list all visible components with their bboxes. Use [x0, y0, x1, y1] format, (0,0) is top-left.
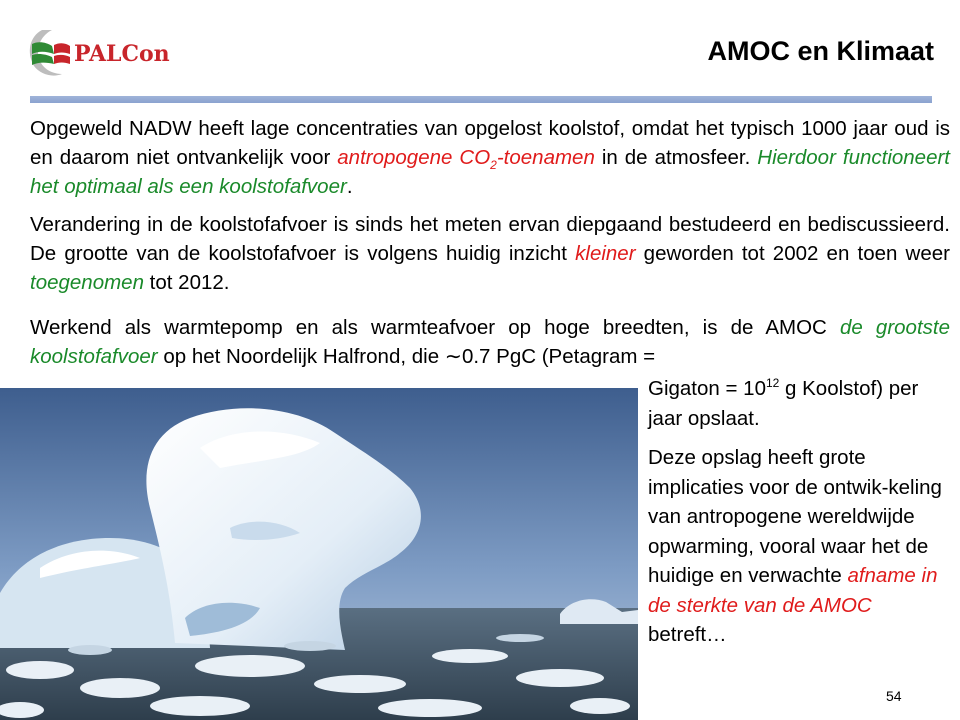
slide-title: AMOC en Klimaat [707, 36, 934, 66]
p1-text-c: . [346, 175, 353, 198]
p4-red: afname in de sterkte van de AMOC [648, 564, 938, 617]
paragraph-4 [648, 443, 948, 650]
p2-text-b: geworden tot 2002 en toen weer [635, 242, 950, 265]
logo-text: PALCon [74, 41, 170, 67]
palcon-logo [24, 24, 214, 80]
paragraph-3-continued [648, 374, 948, 433]
page-number: 54 [886, 688, 902, 704]
iceberg-photo [0, 388, 638, 720]
paragraph-3 [30, 313, 950, 371]
paragraph-2 [30, 210, 950, 297]
p2-text-a: Verandering in de koolstofafvoer is sinds het meten ervan diepgaand bestudeerd en bediscussieerd. De grootte van de koolstofafvoer is volgens huidig inzicht [30, 213, 950, 265]
p3-text-a: Werkend als warmtepomp en als warmteafvoer op hoge breedten, is de AMOC [30, 316, 840, 339]
p2-text-c: tot 2012. [143, 271, 230, 294]
p2-red: kleiner [575, 242, 636, 265]
p1-text-b: in de atmosfeer. [594, 146, 758, 169]
p3-green: de grootste koolstofafvoer [30, 316, 950, 368]
p1-text-a: Opgeweld NADW heeft lage concentraties van opgelost koolstof, omdat het typisch 1000 jaar oud is en daarom niet ontvankelijk voor [30, 117, 950, 169]
p1-green: Hierdoor functioneert het optimaal als een koolstofafvoer [30, 146, 951, 198]
paragraph-1 [30, 114, 950, 201]
p3cont-text-a: Gigaton = 10 [648, 377, 766, 400]
p1-red-a: antropogene $CO_2$-toenamen [337, 146, 595, 173]
p4-text-a: Deze opslag heeft grote implicaties voor de ontwik-keling van antropogene wereldwijde opwarming, vooral waar het de huidige en verwachte [648, 446, 942, 587]
p3cont-sup: 12 [765, 376, 780, 391]
title-divider [30, 96, 932, 103]
p3-text-b: op het Noordelijk Halfrond, die ∼0.7 PgC (Petagram = [157, 345, 656, 368]
p2-green: toegenomen [30, 271, 144, 294]
palcon-logo-mark [24, 24, 214, 80]
p4-text-b: betreft… [648, 623, 727, 646]
p3cont-text-b: g Koolstof) per jaar opslaat. [648, 377, 919, 430]
